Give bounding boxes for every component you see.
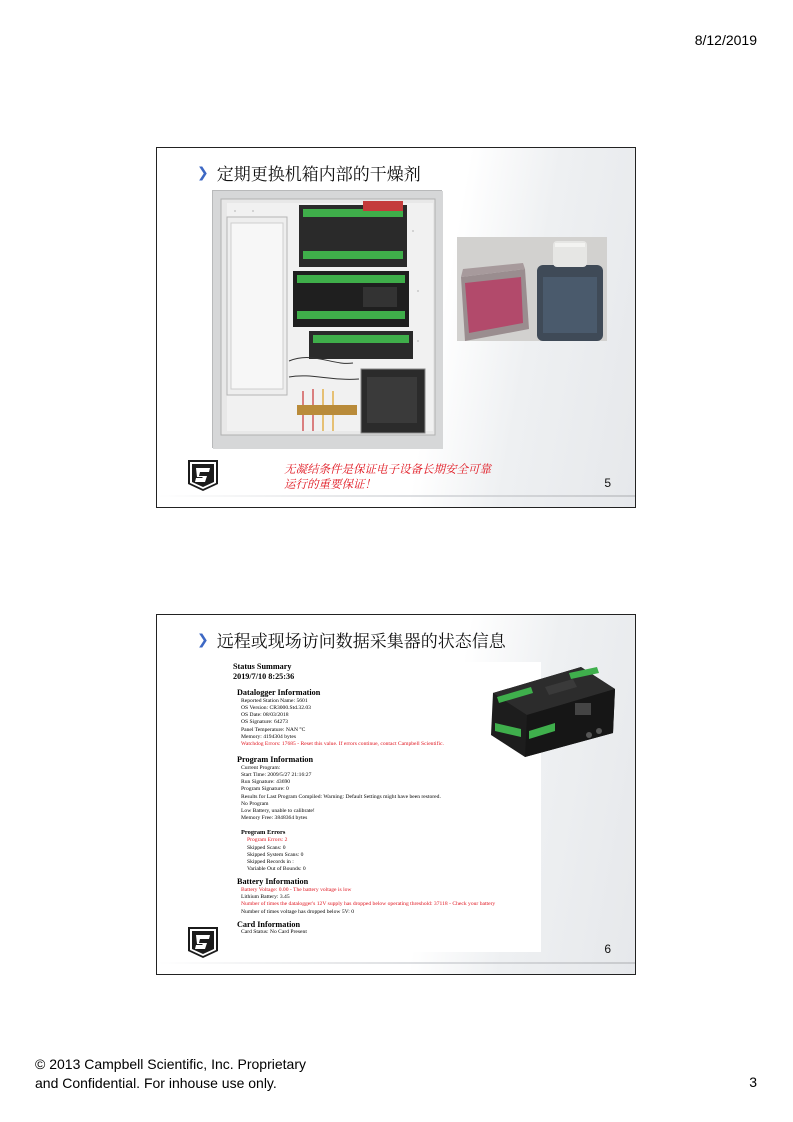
status-timestamp: 2019/7/10 8:25:36 <box>233 671 295 681</box>
footer-copyright <box>35 1055 306 1093</box>
program-errors-count: Program Errors: 2 <box>247 837 288 844</box>
status-title: Status Summary <box>233 662 292 671</box>
status-line: Reported Station Name: 5601 <box>241 697 308 704</box>
program-errors-heading: Program Errors <box>241 829 286 837</box>
status-line: OS Signature: 64273 <box>241 719 288 726</box>
status-line: Panel Temperature: NAN °C <box>241 726 306 733</box>
slide-number: 6 <box>604 942 611 956</box>
status-line: Start Time: 2009/5/27 21:16:27 <box>241 772 312 778</box>
status-line: No Program <box>241 800 269 807</box>
slide-number: 5 <box>604 476 611 490</box>
status-line: Skipped System Scans: 0 <box>247 851 304 858</box>
status-line: Variable Out of Bounds: 0 <box>247 866 306 873</box>
desiccant-photo <box>457 237 607 341</box>
page-number: 3 <box>749 1074 757 1090</box>
warning-line-1: 无凝结条件是保证电子设备长期安全可靠 <box>284 462 491 476</box>
status-line: Low Battery, unable to calibrate! <box>241 808 315 815</box>
voltage-drop-count: Number of times voltage has dropped below 5V: 0 <box>241 908 354 915</box>
slide-title <box>197 160 421 185</box>
slide-title-text: 定期更换机箱内部的干燥剂 <box>216 165 421 185</box>
battery-heading: Battery Information <box>237 877 309 887</box>
page-date: 8/12/2019 <box>694 32 757 48</box>
slide-5 <box>156 147 636 508</box>
status-line: Memory Free: 3848364 bytes <box>241 815 308 822</box>
campbell-logo-icon <box>185 458 221 492</box>
enclosure-photo <box>212 190 442 448</box>
warning-note <box>284 462 491 492</box>
status-line: OS Version: CR3000.Std.32.03 <box>241 704 311 711</box>
status-line: Results for Last Program Compiled: Warning: Default Settings might have been restored. <box>241 793 441 800</box>
battery-voltage: Battery Voltage: 0.00 - The battery voltage is low <box>241 887 352 894</box>
status-line: Run Signature: 43690 <box>241 779 291 786</box>
card-status: Card Status: No Card Present <box>241 929 307 936</box>
datalogger-heading: Datalogger Information <box>237 688 321 698</box>
chevron-bullet-icon: ❯ <box>197 164 209 181</box>
status-line: Skipped Scans: 0 <box>247 844 286 851</box>
footer-line-1: © 2013 Campbell Scientific, Inc. Proprietary <box>35 1056 306 1072</box>
card-heading: Card Information <box>237 919 300 929</box>
warning-line-2: 运行的重要保证！ <box>284 477 376 491</box>
chevron-bullet-icon: ❯ <box>197 631 209 648</box>
slide-title-text: 远程或现场访问数据采集器的状态信息 <box>216 632 506 652</box>
datalogger-photo <box>485 663 619 759</box>
program-heading: Program Information <box>237 755 314 765</box>
campbell-logo-icon <box>185 925 221 959</box>
status-line: Skipped Records in : <box>247 859 294 866</box>
footer-line-2: and Confidential. For inhouse use only. <box>35 1075 277 1091</box>
slide-6 <box>156 614 636 975</box>
watchdog-error: Watchdog Errors: 17685 - Reset this value. If errors continue, contact Campbell Scientific. <box>241 741 444 747</box>
status-line: OS Date: 08/03/2018 <box>241 712 289 719</box>
status-line: Memory: 4194304 bytes <box>241 733 297 740</box>
status-line: Program Signature: 0 <box>241 786 289 793</box>
slide-title <box>197 627 506 652</box>
supply-drop-count: Number of times the datalogger's 12V supply has dropped below operating threshold: 37118 - Check your battery <box>241 901 496 908</box>
lithium-battery: Lithium Battery: 3.45 <box>241 894 290 901</box>
status-line: Current Program: <box>241 764 281 771</box>
